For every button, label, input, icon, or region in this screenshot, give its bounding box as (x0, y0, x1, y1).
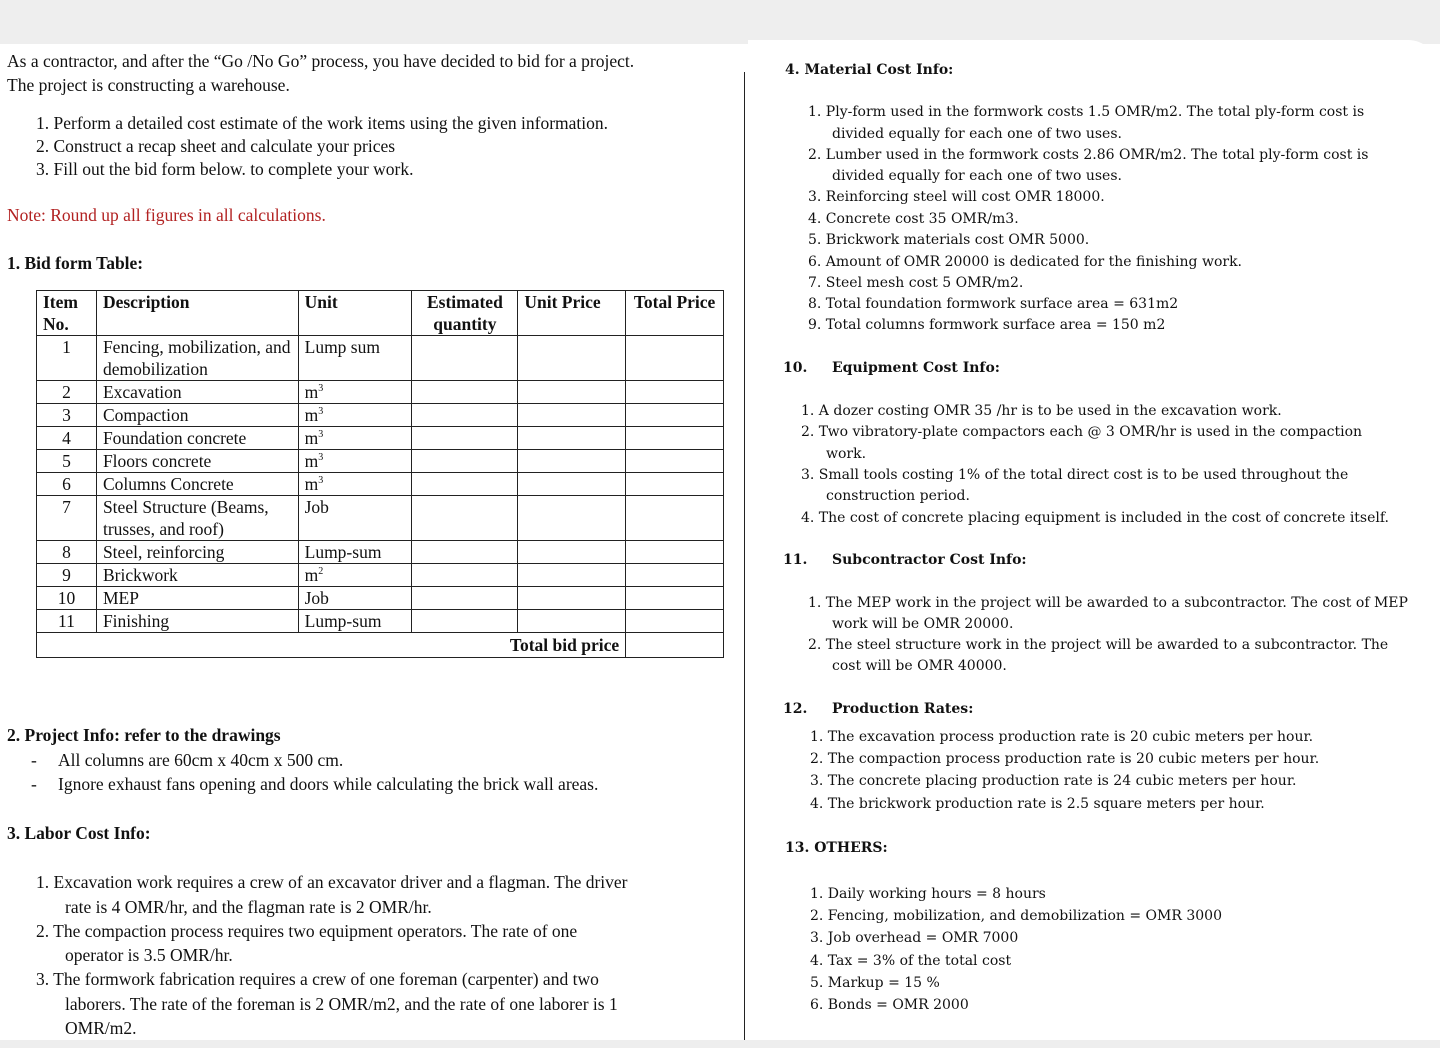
subcontractor-line: work will be OMR 20000. (832, 616, 1014, 632)
rounding-note: Note: Round up all figures in all calculations. (7, 205, 326, 225)
equipment-line: construction period. (826, 488, 970, 504)
description-cell: Floors concrete (96, 450, 298, 473)
material-line: 5. Brickwork materials cost OMR 5000. (808, 232, 1090, 248)
item-no-cell: 1 (37, 336, 97, 381)
description-cell: Fencing, mobilization, and demobilization (96, 336, 298, 381)
material-line: divided equally for each one of two uses. (832, 168, 1122, 184)
description-cell: Columns Concrete (96, 473, 298, 496)
task-2: 2. Construct a recap sheet and calculate your prices (36, 136, 396, 156)
item-no-cell: 4 (37, 427, 97, 450)
item-no-cell: 2 (37, 381, 97, 404)
unit-cell: Lump sum (298, 336, 412, 381)
bullet-dash: - (31, 750, 37, 770)
production-heading: Production Rates: (832, 701, 974, 717)
production-heading-number: 12. (783, 701, 808, 717)
description-cell: Excavation (96, 381, 298, 404)
unit-cell: Job (298, 587, 412, 610)
item-no-cell: 8 (37, 541, 97, 564)
description-cell: Foundation concrete (96, 427, 298, 450)
subcontractor-heading: Subcontractor Cost Info: (832, 552, 1027, 568)
description-cell: Compaction (96, 404, 298, 427)
labor-line: 1. Excavation work requires a crew of an excavator driver and a flagman. The driver (36, 872, 628, 892)
project-info-item: Ignore exhaust fans opening and doors while calculating the brick wall areas. (58, 774, 599, 794)
material-line: 7. Steel mesh cost 5 OMR/m2. (808, 275, 1024, 291)
material-line: 3. Reinforcing steel will cost OMR 18000. (808, 189, 1105, 205)
header-estimated-quantity: Estimated quantity (412, 291, 518, 336)
unit-cell: Job (298, 496, 412, 541)
production-line: 3. The concrete placing production rate is 24 cubic meters per hour. (810, 773, 1297, 789)
material-line: 9. Total columns formwork surface area = 150 m2 (808, 317, 1166, 333)
header-unit-price: Unit Price (518, 291, 626, 336)
others-line: 2. Fencing, mobilization, and demobilization = OMR 3000 (810, 908, 1222, 924)
project-info-item: All columns are 60cm x 40cm x 500 cm. (58, 750, 344, 770)
total-bid-price-label: Total bid price (37, 633, 626, 658)
material-line: 2. Lumber used in the formwork costs 2.86 OMR/m2. The total ply-form cost is (808, 147, 1369, 163)
header-description: Description (96, 291, 298, 336)
others-line: 4. Tax = 3% of the total cost (810, 953, 1012, 969)
header-unit: Unit (298, 291, 412, 336)
item-no-cell: 6 (37, 473, 97, 496)
unit-cell: Lump-sum (298, 610, 412, 633)
others-heading: 13. OTHERS: (785, 840, 888, 856)
subcontractor-line: cost will be OMR 40000. (832, 658, 1007, 674)
unit-cell: $m^3$ (298, 381, 412, 404)
bullet-dash: - (31, 774, 37, 794)
unit-cell: Lump-sum (298, 541, 412, 564)
equipment-line: work. (826, 446, 867, 462)
others-line: 6. Bonds = OMR 2000 (810, 997, 969, 1013)
equipment-heading: Equipment Cost Info: (832, 360, 1000, 376)
intro-line-1: As a contractor, and after the “Go /No Go” process, you have decided to bid for a project. (7, 51, 635, 71)
labor-heading: 3. Labor Cost Info: (7, 823, 151, 843)
item-no-cell: 5 (37, 450, 97, 473)
others-line: 3. Job overhead = OMR 7000 (810, 930, 1019, 946)
others-line: 5. Markup = 15 % (810, 975, 940, 991)
equipment-line: 2. Two vibratory-plate compactors each @ 3 OMR/hr is used in the compaction (801, 424, 1363, 440)
description-cell: Brickwork (96, 564, 298, 587)
unit-cell: $m^2$ (298, 564, 412, 587)
material-heading: 4. Material Cost Info: (785, 62, 954, 78)
others-line: 1. Daily working hours = 8 hours (810, 886, 1046, 902)
unit-cell: $m^3$ (298, 427, 412, 450)
production-line: 2. The compaction process production rate is 20 cubic meters per hour. (810, 751, 1320, 767)
material-line: 6. Amount of OMR 20000 is dedicated for the finishing work. (808, 254, 1242, 270)
description-cell: Steel Structure (Beams, trusses, and roof) (96, 496, 298, 541)
subcontractor-heading-number: 11. (783, 552, 808, 568)
production-line: 4. The brickwork production rate is 2.5 square meters per hour. (810, 796, 1265, 812)
labor-line: OMR/m2. (65, 1018, 137, 1038)
labor-line: 3. The formwork fabrication requires a crew of one foreman (carpenter) and two (36, 969, 599, 989)
description-cell: Steel, reinforcing (96, 541, 298, 564)
task-3: 3. Fill out the bid form below. to complete your work. (36, 159, 414, 179)
equipment-line: 4. The cost of concrete placing equipment is included in the cost of concrete itself. (801, 510, 1390, 526)
material-line: 8. Total foundation formwork surface area = 631m2 (808, 296, 1179, 312)
header-item-no: Item No. (37, 291, 97, 336)
unit-cell: $m^3$ (298, 404, 412, 427)
labor-line: operator is 3.5 OMR/hr. (65, 945, 233, 965)
project-info-heading: 2. Project Info: refer to the drawings (7, 725, 281, 745)
header-total-price: Total Price (626, 291, 724, 336)
unit-cell: $m^3$ (298, 450, 412, 473)
material-line: 1. Ply-form used in the formwork costs 1.5 OMR/m2. The total ply-form cost is (808, 104, 1365, 120)
equipment-line: 1. A dozer costing OMR 35 /hr is to be used in the excavation work. (801, 403, 1282, 419)
subcontractor-line: 2. The steel structure work in the project will be awarded to a subcontractor. The (808, 637, 1389, 653)
item-no-cell: 11 (37, 610, 97, 633)
labor-line: 2. The compaction process requires two equipment operators. The rate of one (36, 921, 578, 941)
bid-form-heading: 1. Bid form Table: (7, 253, 144, 273)
intro-line-2: The project is constructing a warehouse. (7, 75, 290, 95)
material-line: divided equally for each one of two uses. (832, 126, 1122, 142)
description-cell: Finishing (96, 610, 298, 633)
unit-cell: $m^3$ (298, 473, 412, 496)
labor-line: laborers. The rate of the foreman is 2 OMR/m2, and the rate of one laborer is 1 (65, 994, 618, 1014)
item-no-cell: 7 (37, 496, 97, 541)
material-line: 4. Concrete cost 35 OMR/m3. (808, 211, 1019, 227)
labor-line: rate is 4 OMR/hr, and the flagman rate is 2 OMR/hr. (65, 897, 432, 917)
equipment-heading-number: 10. (783, 360, 808, 376)
production-line: 1. The excavation process production rate is 20 cubic meters per hour. (810, 729, 1314, 745)
description-cell: MEP (96, 587, 298, 610)
item-no-cell: 10 (37, 587, 97, 610)
equipment-line: 3. Small tools costing 1% of the total direct cost is to be used throughout the (801, 467, 1349, 483)
item-no-cell: 3 (37, 404, 97, 427)
task-1: 1. Perform a detailed cost estimate of the work items using the given information. (36, 113, 609, 133)
subcontractor-line: 1. The MEP work in the project will be awarded to a subcontractor. The cost of MEP (808, 595, 1408, 611)
item-no-cell: 9 (37, 564, 97, 587)
